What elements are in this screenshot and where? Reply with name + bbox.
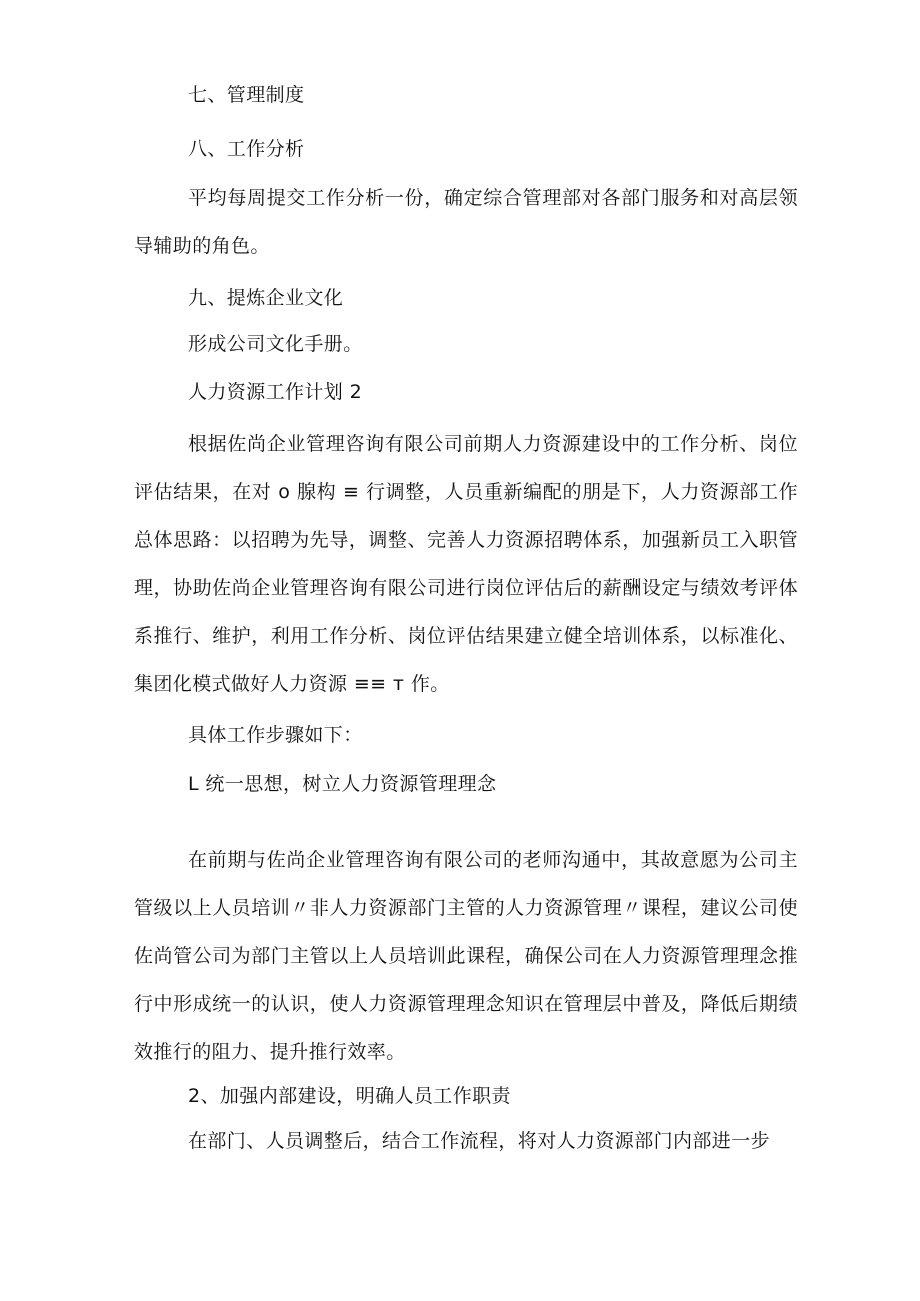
step-1-title: L 统一思想，树立人力资源管理理念 <box>188 773 497 795</box>
heading-corporate-culture: 九、提炼企业文化 <box>188 287 344 309</box>
paragraph-culture-handbook: 形成公司文化手册。 <box>188 333 363 355</box>
paragraph-work-analysis: 平均每周提交工作分析一份，确定综合管理部对各部门服务和对高层领导辅助的角色。 <box>134 187 798 257</box>
heading-work-analysis: 八、工作分析 <box>188 138 305 160</box>
paragraph-hr-plan-intro: 根据佐尚企业管理咨询有限公司前期人力资源建设中的工作分析、岗位评估结果，在对 o 腺构 ≡ 行调整，人员重新编配的朋是下，人力资源部工作总体思路：以招聘为先导，调整、完善人力资源招聘体系，加强新员工入职管理，协助佐尚企业管理咨询有限公司进行岗位评估后的薪酬设定与绩效考评体系推行、维护，利用工作分析、岗位评估结果建立健全培训体系，以标准化、集团化模式做好人力资源 ≡≡ т 作。 <box>134 433 798 695</box>
steps-intro: 具体工作步骤如下： <box>188 724 363 746</box>
step-2-title: 2、加强内部建设，明确人员工作职责 <box>188 1085 511 1107</box>
section-title-hr-plan-2: 人力资源工作计划 2 <box>188 381 363 403</box>
heading-management-system: 七、管理制度 <box>188 84 305 106</box>
step-1-body: 在前期与佐尚企业管理咨询有限公司的老师沟通中，其故意愿为公司主管级以上人员培训〃非人力资源部门主管的人力资源管理〃课程，建议公司使佐尚管公司为部门主管以上人员培训此课程，确保公司在人力资源管理理念推行中形成统一的认识，使人力资源管理理念知识在管理层中普及，降低后期绩效推行的阻力、提升推行效率。 <box>134 849 798 1063</box>
step-2-body: 在部门、人员调整后，结合工作流程，将对人力资源部门内部进一步 <box>188 1130 771 1152</box>
